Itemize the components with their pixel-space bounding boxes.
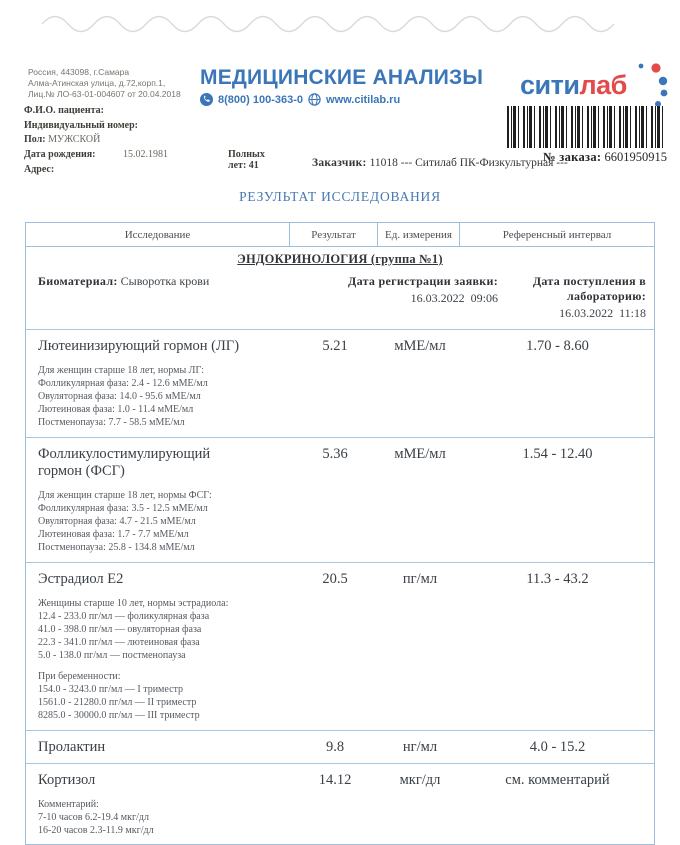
test-name: Кортизол	[38, 772, 96, 789]
note-line: Фолликулярная фаза: 3.5 - 12.5 мМЕ/мл	[38, 503, 208, 515]
age-value: 41	[248, 159, 259, 171]
test-name: Лютеинизирующий гормон (ЛГ)	[38, 338, 240, 354]
note-line: Для женщин старше 18 лет, нормы ФСГ:	[38, 490, 212, 502]
customer-line	[312, 157, 568, 169]
note-line: Женщины старше 10 лет, нормы эстрадиола:	[38, 597, 229, 609]
test-result: 5.21	[322, 338, 348, 354]
received-date-cell	[498, 274, 646, 321]
test-row-estradiol	[26, 562, 654, 730]
results-table	[25, 222, 655, 845]
test-notes	[38, 597, 654, 722]
column-header-unit: Ед. измерения	[378, 223, 460, 246]
test-row-fsg	[26, 437, 654, 562]
logo-text-blue: сити	[520, 70, 580, 100]
customer-label: Заказчик:	[312, 157, 367, 169]
order-number-value: 6601950915	[604, 150, 667, 164]
citilab-logo	[520, 70, 627, 101]
patient-sex	[24, 134, 138, 145]
test-result: 14.12	[318, 772, 352, 789]
address-line: Алма-Атинская улица, д.72,корп.1,	[28, 78, 166, 88]
test-unit: пг/мл	[402, 571, 438, 588]
lab-address	[28, 67, 181, 100]
note-line: Комментарий:	[38, 799, 99, 811]
test-result: 5.36	[322, 445, 348, 462]
test-result: 20.5	[322, 571, 348, 588]
barcode	[507, 106, 667, 148]
biomaterial-label: Биоматериал:	[38, 274, 118, 288]
test-name: Пролактин	[38, 738, 106, 755]
phone-icon	[200, 93, 213, 106]
note-line: Для женщин старше 18 лет, нормы ЛГ:	[38, 364, 205, 376]
received-date-value: 16.03.2022 11:18	[559, 306, 646, 320]
test-unit: мМЕ/мл	[394, 338, 446, 354]
test-result: 9.8	[325, 738, 345, 755]
note-line: 41.0 - 398.0 пг/мл — овуляторная фаза	[38, 623, 202, 635]
test-unit: нг/мл	[402, 738, 438, 755]
logo-text-red: лаб	[579, 70, 627, 100]
note-line: Лютеиновая фаза: 1.0 - 11.4 мМЕ/мл	[38, 403, 194, 415]
test-row-lg	[26, 329, 654, 437]
birth-label: Дата рождения:	[24, 148, 96, 160]
note-line: 154.0 - 3243.0 пг/мл — I триместр	[38, 683, 183, 695]
table-header-row	[26, 223, 654, 247]
column-header-study: Исследование	[26, 223, 290, 246]
note-line: 16-20 часов 2.3-11.9 мкг/дл	[38, 825, 154, 837]
note-line: Овуляторная фаза: 4.7 - 21.5 мМЕ/мл	[38, 516, 196, 528]
age-label: Полных лет:	[228, 148, 265, 171]
sex-value: МУЖСКОЙ	[48, 134, 101, 145]
note-line: Фолликулярная фаза: 2.4 - 12.6 мМЕ/мл	[38, 377, 208, 389]
column-header-result: Результат	[290, 223, 378, 246]
brand-block	[200, 66, 483, 106]
birth-value: 15.02.1981	[123, 148, 168, 160]
test-interval: 11.3 - 43.2	[526, 571, 589, 588]
biomaterial-value: Сыворотка крови	[120, 274, 210, 288]
registration-date-cell	[286, 274, 498, 321]
note-line: 8285.0 - 30000.0 пг/мл — III триместр	[38, 709, 200, 721]
test-unit: мМЕ/мл	[394, 445, 446, 462]
test-notes	[38, 364, 654, 429]
registration-date-value: 16.03.2022 09:06	[410, 291, 498, 305]
report-title: РЕЗУЛЬТАТ ИССЛЕДОВАНИЯ	[239, 189, 441, 204]
pen-scribble-line	[0, 0, 680, 45]
column-header-interval: Референсный интервал	[502, 229, 612, 241]
registration-date-label: Дата регистрации заявки:	[348, 274, 498, 288]
test-interval: 1.54 - 12.40	[522, 445, 593, 462]
address-line: Лиц.№ ЛО-63-01-004607 от 20.04.2018	[28, 89, 181, 99]
test-row-cortisol	[26, 763, 654, 844]
test-row-prolactin	[26, 730, 654, 764]
note-line: Овуляторная фаза: 14.0 - 95.6 мМЕ/мл	[38, 390, 201, 402]
note-line: Постменопауза: 7.7 - 58.5 мМЕ/мл	[38, 416, 185, 428]
patient-fio: Ф.И.О. пациента:	[24, 105, 104, 116]
sex-label: Пол:	[24, 134, 46, 145]
test-unit: мкг/дл	[399, 772, 441, 789]
received-date-label: Дата поступления в лабораторию:	[532, 274, 646, 303]
patient-info-block	[24, 105, 265, 178]
test-notes	[38, 798, 654, 837]
address-line: Россия, 443098, г.Самара	[28, 67, 130, 77]
patient-id: Индивидуальный номер:	[24, 119, 138, 131]
brand-title: МЕДИЦИНСКИЕ АНАЛИЗЫ	[200, 66, 484, 89]
note-line: Постменопауза: 25.8 - 134.8 мМЕ/мл	[38, 542, 195, 554]
test-interval: 1.70 - 8.60	[526, 338, 589, 354]
customer-value: 11018 --- Ситилаб ПК-Физкультурная ---	[369, 157, 568, 169]
note-line: 7-10 часов 6.2-19.4 мкг/дл	[38, 812, 149, 824]
order-number-label: № заказа:	[543, 150, 602, 164]
section-title: ЭНДОКРИНОЛОГИЯ (группа №1)	[237, 252, 443, 266]
note-line: Лютеиновая фаза: 1.7 - 7.7 мМЕ/мл	[38, 529, 189, 541]
website-link[interactable]: www.citilab.ru	[326, 93, 401, 106]
test-interval: см. комментарий	[505, 772, 610, 789]
globe-icon	[308, 93, 321, 106]
biomaterial-cell	[38, 274, 286, 321]
test-interval: 4.0 - 15.2	[529, 738, 586, 755]
phone-number: 8(800) 100-363-0	[218, 93, 304, 106]
test-name: Фолликулостимулирующий гормон (ФСГ)	[38, 445, 211, 480]
note-line: 12.4 - 233.0 пг/мл — фоликулярная фаза	[38, 610, 210, 622]
test-notes	[38, 489, 654, 554]
note-line: 5.0 - 138.0 пг/мл — постменопауза	[38, 649, 186, 661]
biomaterial-row	[26, 267, 654, 329]
patient-address: Адрес:	[24, 163, 55, 175]
note-line: 22.3 - 341.0 пг/мл — лютеиновая фаза	[38, 636, 200, 648]
note-line: При беременности:	[38, 670, 121, 682]
test-name: Эстрадиол Е2	[38, 571, 124, 588]
note-line: 1561.0 - 21280.0 пг/мл — II триместр	[38, 696, 197, 708]
